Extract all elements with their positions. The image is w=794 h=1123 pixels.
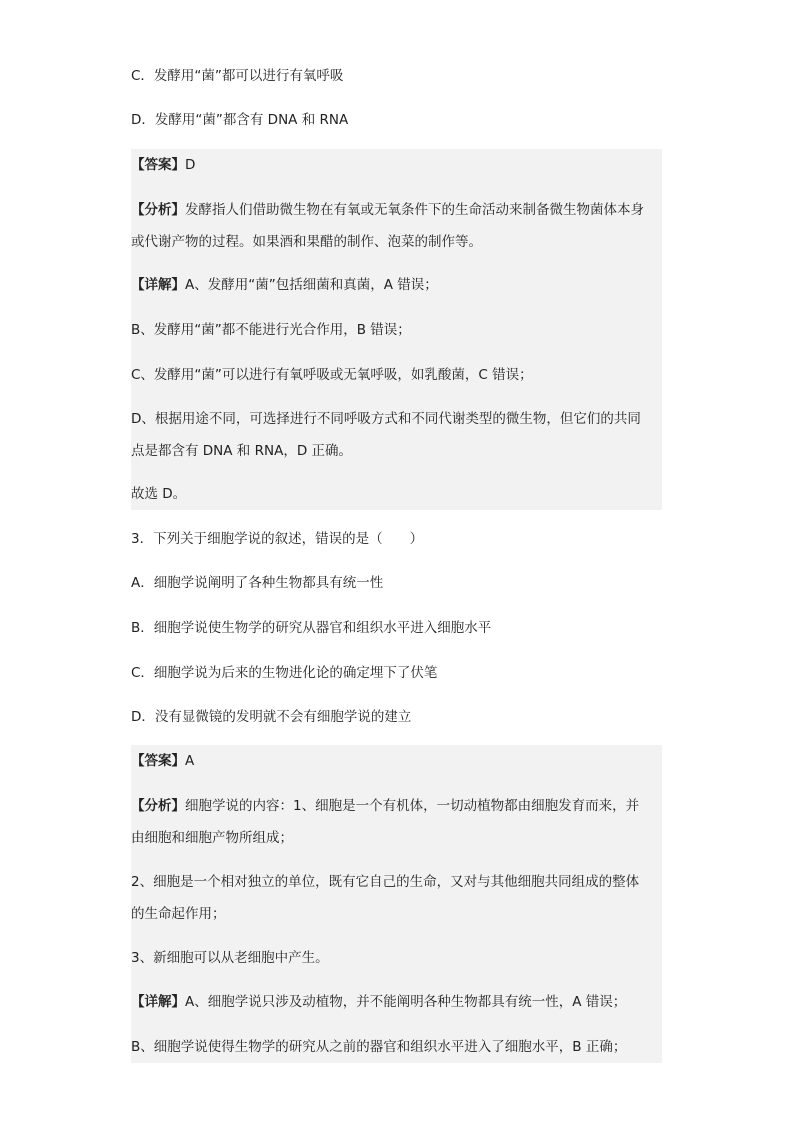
q3-option-d: D．没有显微镜的发明就不会有细胞学说的建立 (131, 709, 412, 725)
q3-analysis-line-2: 由细胞和细胞产物所组成； (131, 830, 293, 846)
detail-tag: 【详解】 (131, 277, 185, 293)
answer-value: D (185, 157, 196, 173)
detail-text: A、发酵用“菌”包括细菌和真菌，A 错误； (185, 277, 438, 293)
q2-detail-d-line-1: D、根据用途不同，可选择进行不同呼吸方式和不同代谢类型的微生物，但它们的共同 (131, 411, 641, 427)
detail-tag: 【详解】 (131, 994, 185, 1010)
q3-answer (131, 745, 194, 777)
q2-detail-b: B、发酵用“菌”都不能进行光合作用，B 错误； (131, 322, 411, 338)
analysis-text: 细胞学说的内容：1、细胞是一个有机体，一切动植物都由细胞发育而来，并 (185, 798, 640, 814)
answer-value: A (185, 753, 195, 769)
q2-option-d: D．发酵用“菌”都含有 DNA 和 RNA (131, 112, 349, 128)
q2-conclusion: 故选 D。 (131, 486, 187, 502)
q2-analysis-line-2: 或代谢产物的过程。如果酒和果醋的制作、泡菜的制作等。 (131, 234, 482, 250)
answer-tag: 【答案】 (131, 753, 185, 769)
q3-solution-block (131, 745, 662, 1063)
q3-option-c: C．细胞学说为后来的生物进化论的确定埋下了伏笔 (131, 665, 438, 681)
detail-text: A、细胞学说只涉及动植物，并不能阐明各种生物都具有统一性，A 错误； (185, 994, 627, 1010)
q3-analysis-line-1 (131, 790, 639, 822)
q2-answer (131, 149, 195, 181)
q3-analysis-line-3: 2、细胞是一个相对独立的单位，既有它自己的生命，又对与其他细胞共同组成的整体 (131, 874, 640, 890)
q3-stem: 3．下列关于细胞学说的叙述，错误的是（ ） (131, 531, 424, 547)
q2-option-c: C．发酵用“菌”都可以进行有氧呼吸 (131, 68, 344, 84)
q2-detail-c: C、发酵用“菌”可以进行有氧呼吸或无氧呼吸，如乳酸菌，C 错误； (131, 367, 533, 383)
q3-option-a: A．细胞学说阐明了各种生物都具有统一性 (131, 575, 384, 591)
q2-detail-d-line-2: 点是都含有 DNA 和 RNA，D 正确。 (131, 443, 353, 459)
q2-solution-block (131, 149, 662, 510)
analysis-text: 发酵指人们借助微生物在有氧或无氧条件下的生命活动来制备微生物菌体本身 (185, 202, 644, 218)
analysis-tag: 【分析】 (131, 202, 185, 218)
q3-analysis-line-5: 3、新细胞可以从老细胞中产生。 (131, 950, 329, 966)
analysis-tag: 【分析】 (131, 798, 185, 814)
q3-detail-a (131, 986, 626, 1018)
q3-detail-b: B、细胞学说使得生物学的研究从之前的器官和组织水平进入了细胞水平，B 正确； (131, 1039, 627, 1055)
q2-detail-a (131, 269, 438, 301)
q3-analysis-line-4: 的生命起作用； (131, 906, 226, 922)
q2-analysis-line-1 (131, 194, 644, 226)
q3-option-b: B．细胞学说使生物学的研究从器官和组织水平进入细胞水平 (131, 620, 492, 636)
answer-tag: 【答案】 (131, 157, 185, 173)
